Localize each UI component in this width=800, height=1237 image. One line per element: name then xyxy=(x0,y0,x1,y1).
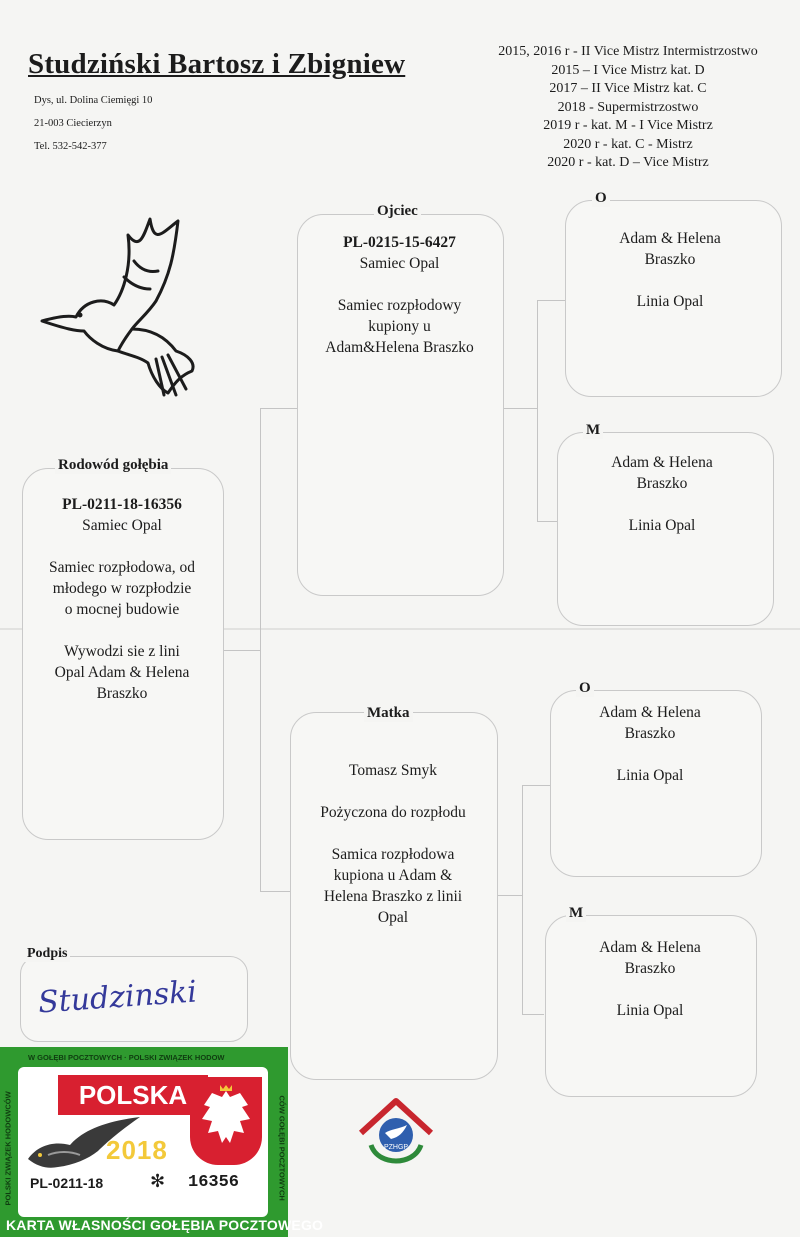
subject-label: Rodowód gołębia xyxy=(55,457,171,474)
achievement-item: 2018 - Supermistrzostwo xyxy=(557,99,699,115)
lineage-line: Linia Opal xyxy=(616,1002,684,1019)
breeder-line: Braszko xyxy=(644,251,696,268)
breeder-line: Adam & Helena xyxy=(599,939,701,956)
mother-desc-line: kupiona u Adam & xyxy=(333,867,453,884)
connector-line xyxy=(260,891,292,892)
connector-line xyxy=(537,300,565,301)
achievement-item: 2017 – II Vice Mistrz kat. C xyxy=(549,81,707,96)
grandmother-paternal-label: M xyxy=(583,422,603,439)
polish-eagle-emblem xyxy=(190,1077,262,1165)
father-label: Ojciec xyxy=(374,203,421,220)
father-desc-line: kupiony u xyxy=(368,318,431,335)
achievement-item: 2015 – I Vice Mistrz kat. D xyxy=(551,62,705,78)
address-line-2: 21-003 Ciecierzyn xyxy=(34,118,112,129)
connector-line xyxy=(502,408,537,409)
ownership-card xyxy=(0,1047,324,1237)
lineage-line: Linia Opal xyxy=(616,767,684,784)
card-ring-number: 16356 xyxy=(188,1173,240,1192)
connector-line xyxy=(496,895,522,896)
grandfather-maternal-details xyxy=(550,702,750,786)
card-ring-text-left: POLSKI ZWIĄZEK HODOWCÓW xyxy=(3,1091,13,1206)
subject-origin-line: Opal Adam & Helena xyxy=(54,664,190,681)
achievement-item: 2015, 2016 r - II Vice Mistrz Intermistrzostwo xyxy=(498,44,758,59)
subject-ring: PL-0211-18-16356 xyxy=(62,496,182,513)
card-ring-prefix: PL-0211-18 xyxy=(30,1175,104,1191)
subject-desc-line: młodego w rozpłodzie xyxy=(52,580,192,597)
mother-desc-line: Samica rozpłodowa xyxy=(331,846,455,863)
father-sex-line: Samiec Opal xyxy=(359,255,440,272)
address-line-1: Dys, ul. Dolina Ciemięgi 10 xyxy=(34,95,153,106)
eagle-icon xyxy=(190,1077,262,1165)
connector-line xyxy=(522,785,550,786)
breeder-line: Braszko xyxy=(624,960,676,977)
logo-text: PZHGP xyxy=(383,1144,409,1151)
grandmother-paternal-details xyxy=(557,452,767,536)
lineage-line: Linia Opal xyxy=(628,517,696,534)
mother-desc-line: Opal xyxy=(377,909,409,926)
achievement-item: 2020 r - kat. D – Vice Mistrz xyxy=(547,155,709,170)
achievement-item: 2019 r - kat. M - I Vice Mistrz xyxy=(543,118,713,133)
subject-sex-line: Samiec Opal xyxy=(82,517,162,534)
breeder-name: Studziński Bartosz i Zbigniew xyxy=(28,48,406,80)
subject-details xyxy=(22,494,222,704)
grandfather-paternal-details xyxy=(565,228,775,312)
breeder-line: Braszko xyxy=(636,475,688,492)
breeder-line: Adam & Helena xyxy=(619,230,721,247)
card-year: 2018 xyxy=(106,1135,168,1165)
subject-origin-line: Wywodzi sie z lini xyxy=(64,643,180,660)
grandfather-paternal-label: O xyxy=(592,190,610,207)
father-ring: PL-0215-15-6427 xyxy=(343,234,456,251)
signature-handwriting: Studzinski xyxy=(36,974,199,1021)
signature-label: Podpis xyxy=(24,946,70,962)
father-desc-line: Adam&Helena Braszko xyxy=(325,339,474,356)
subject-desc-line: o mocnej budowie xyxy=(64,601,180,618)
mother-label: Matka xyxy=(364,705,413,722)
connector-line xyxy=(522,1014,544,1015)
card-inner xyxy=(18,1067,268,1217)
breeder-line: Adam & Helena xyxy=(611,454,713,471)
lineage-line: Linia Opal xyxy=(636,293,704,310)
father-details xyxy=(297,232,502,358)
connector-line xyxy=(260,408,298,409)
father-desc-line: Samiec rozpłodowy xyxy=(337,297,462,314)
snowflake-icon: ✻ xyxy=(150,1171,166,1192)
mother-breeder: Tomasz Smyk xyxy=(348,762,438,779)
mother-desc-line: Helena Braszko z linii xyxy=(323,888,463,905)
card-ring-text-right: CÓW GOŁĘBI POCZTOWYCH xyxy=(277,1095,287,1201)
card-ring-text-top: W GOŁĘBI POCZTOWYCH · POLSKI ZWIĄZEK HODOW xyxy=(28,1053,225,1062)
grandmother-maternal-details xyxy=(545,937,755,1021)
connector-line xyxy=(537,521,557,522)
pzhgp-logo-icon xyxy=(355,1093,437,1165)
dove-icon xyxy=(36,205,201,405)
connector-line xyxy=(522,785,523,1015)
grandfather-maternal-label: O xyxy=(576,680,594,697)
connector-line xyxy=(537,300,538,522)
phone-number: Tel. 532-542-377 xyxy=(34,141,107,152)
subject-origin-line: Braszko xyxy=(96,685,148,702)
subject-desc-line: Samiec rozpłodowa, od xyxy=(49,559,195,576)
card-footer: KARTA WŁASNOŚCI GOŁĘBIA POCZTOWEGO xyxy=(6,1217,324,1233)
connector-line xyxy=(260,408,261,892)
achievement-item: 2020 r - kat. C - Mistrz xyxy=(563,136,693,152)
achievements-list xyxy=(478,43,778,173)
mother-status: Pożyczona do rozpłodu xyxy=(320,804,466,821)
mother-details xyxy=(290,760,496,928)
breeder-line: Adam & Helena xyxy=(599,704,701,721)
card-country: POLSKA xyxy=(58,1075,208,1115)
grandmother-maternal-label: M xyxy=(566,905,586,922)
breeder-line: Braszko xyxy=(624,725,676,742)
connector-line xyxy=(222,650,260,651)
